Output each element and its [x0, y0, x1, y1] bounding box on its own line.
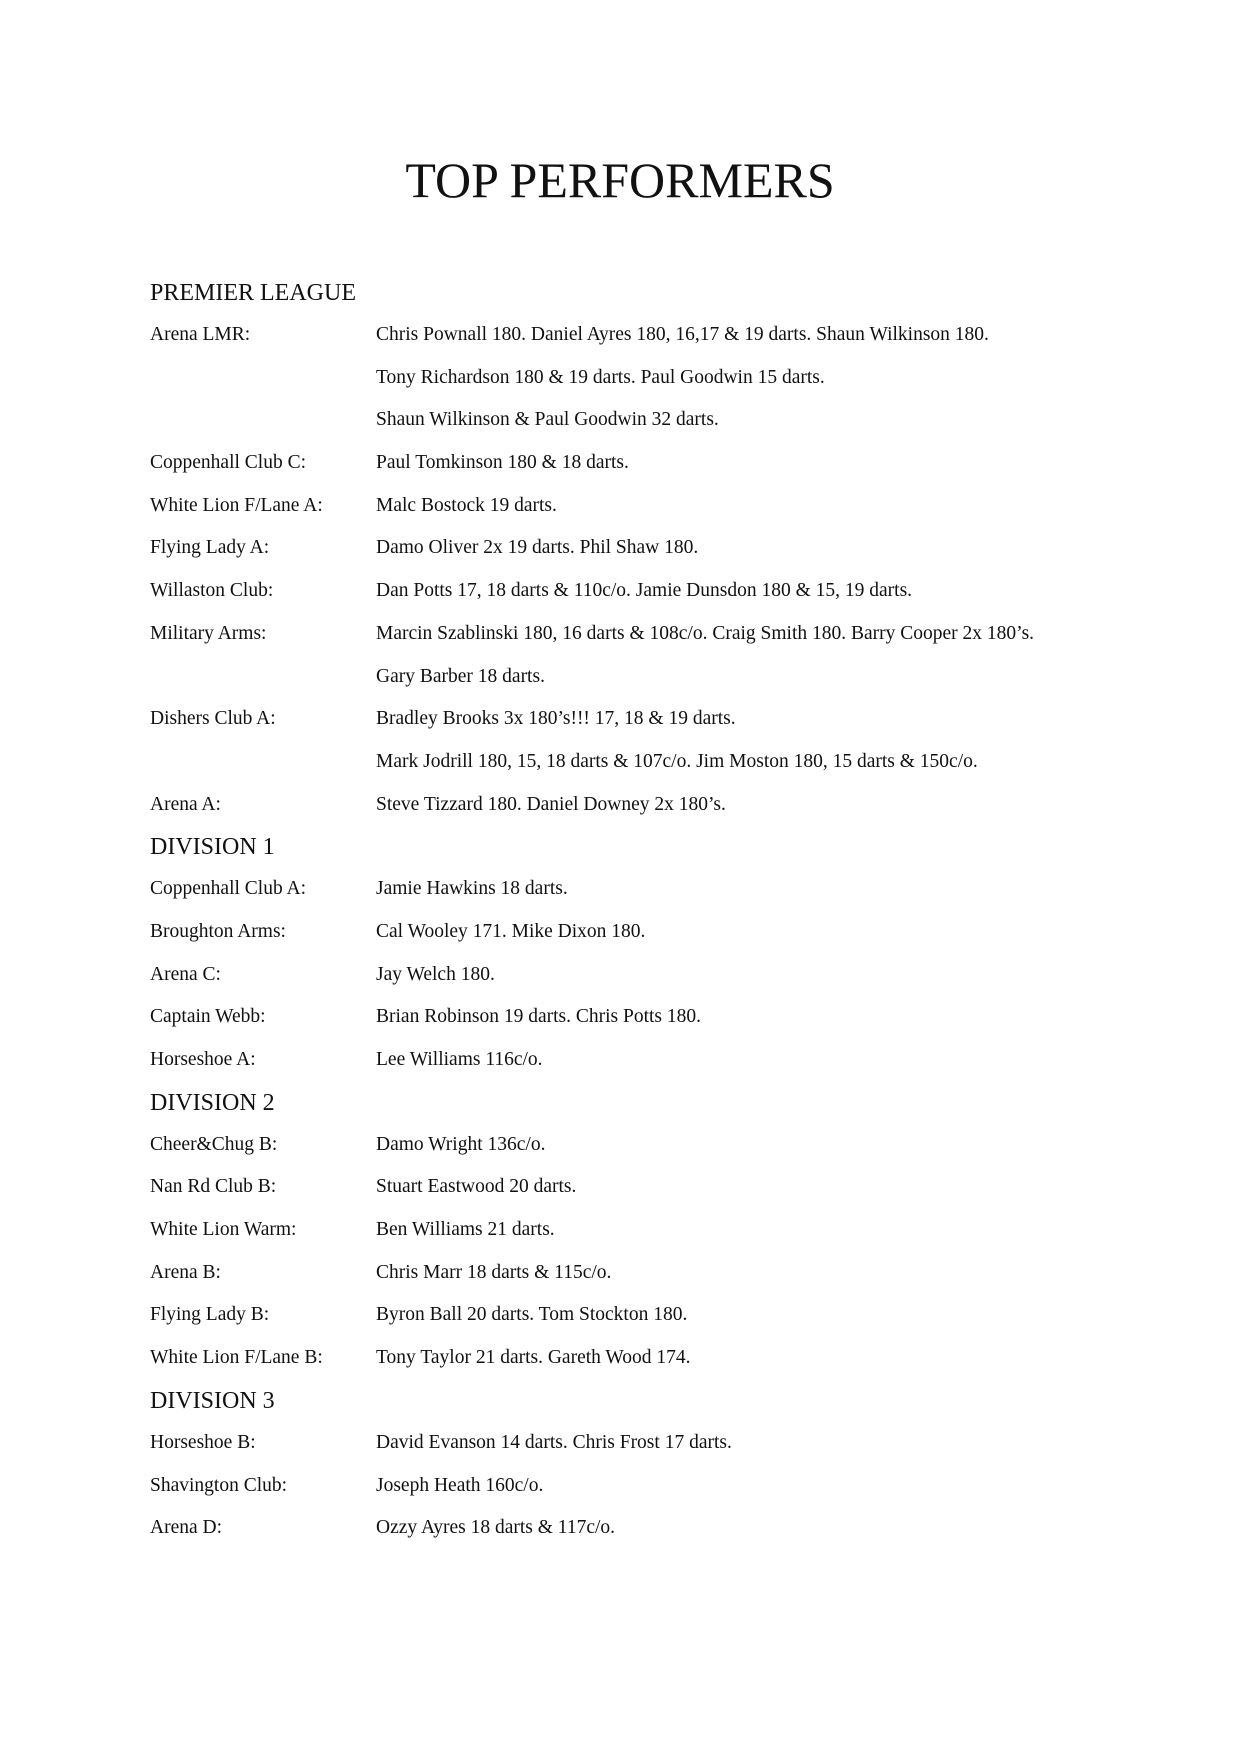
- performance-text: Chris Marr 18 darts & 115c/o.: [376, 1261, 612, 1283]
- team-name: Horseshoe B:: [150, 1431, 256, 1453]
- performer-row: [150, 613, 1130, 656]
- team-name: White Lion F/Lane A:: [150, 494, 323, 516]
- team-name: [150, 357, 376, 400]
- performance-text: Shaun Wilkinson & Paul Goodwin 32 darts.: [376, 409, 719, 431]
- results-content: [150, 272, 1130, 1550]
- team-name: [150, 741, 376, 784]
- performer-row: [150, 741, 1130, 784]
- team-name: Arena D:: [150, 1517, 223, 1539]
- performance-text: Tony Richardson 180 & 19 darts. Paul Goodwin 15 darts.: [376, 366, 825, 388]
- performance-text: Joseph Heath 160c/o.: [376, 1474, 544, 1496]
- performer-row: [150, 1465, 1130, 1508]
- performance-text: Jamie Hawkins 18 darts.: [376, 878, 568, 900]
- performance-text: Brian Robinson 19 darts. Chris Potts 180.: [376, 1006, 702, 1028]
- team-name: Flying Lady B:: [150, 1304, 270, 1326]
- team-name: Cheer&Chug B:: [150, 1133, 278, 1155]
- performer-row: [150, 1294, 1130, 1337]
- performer-row: [150, 954, 1130, 997]
- performer-row: [150, 1252, 1130, 1295]
- performer-row: [150, 399, 1130, 442]
- performance-text: Cal Wooley 171. Mike Dixon 180.: [376, 920, 646, 942]
- performance-text: David Evanson 14 darts. Chris Frost 17 darts.: [376, 1431, 732, 1453]
- performance-text: Paul Tomkinson 180 & 18 darts.: [376, 452, 629, 474]
- page-title: TOP PERFORMERS: [405, 152, 835, 208]
- performance-text: Ozzy Ayres 18 darts & 117c/o.: [376, 1517, 616, 1539]
- performance-text: Mark Jodrill 180, 15, 18 darts & 107c/o. Jim Moston 180, 15 darts & 150c/o.: [376, 750, 978, 772]
- team-name: White Lion Warm:: [150, 1219, 297, 1241]
- team-name: [150, 399, 376, 442]
- section-heading: DIVISION 2: [150, 1089, 275, 1116]
- team-name: Captain Webb:: [150, 1006, 266, 1028]
- performance-text: Dan Potts 17, 18 darts & 110c/o. Jamie Dunsdon 180 & 15, 19 darts.: [376, 580, 913, 602]
- performance-text: Gary Barber 18 darts.: [376, 665, 545, 687]
- performance-text: Malc Bostock 19 darts.: [376, 494, 557, 516]
- performance-text: Tony Taylor 21 darts. Gareth Wood 174.: [376, 1347, 691, 1369]
- team-name: Broughton Arms:: [150, 920, 286, 942]
- performance-text: Stuart Eastwood 20 darts.: [376, 1176, 577, 1198]
- performance-text: Byron Ball 20 darts. Tom Stockton 180.: [376, 1304, 688, 1326]
- team-name: [150, 656, 376, 699]
- team-name: Coppenhall Club C:: [150, 452, 306, 474]
- performer-row: [150, 357, 1130, 400]
- team-name: Arena LMR:: [150, 324, 251, 345]
- performer-row: [150, 527, 1130, 570]
- team-name: Arena B:: [150, 1261, 221, 1283]
- team-name: White Lion F/Lane B:: [150, 1347, 323, 1369]
- team-name: Dishers Club A:: [150, 708, 276, 730]
- section-heading: DIVISION 3: [150, 1387, 275, 1414]
- performer-row: [150, 1507, 1130, 1550]
- performer-row: [150, 1422, 1130, 1465]
- performance-text: Marcin Szablinski 180, 16 darts & 108c/o. Craig Smith 180. Barry Cooper 2x 180’s.: [376, 622, 1035, 644]
- performance-text: Ben Williams 21 darts.: [376, 1219, 555, 1241]
- team-name: Military Arms:: [150, 622, 267, 644]
- performer-row: [150, 442, 1130, 485]
- section-heading: PREMIER LEAGUE: [150, 280, 356, 306]
- performance-text: Damo Oliver 2x 19 darts. Phil Shaw 180.: [376, 537, 699, 559]
- team-name: Coppenhall Club A:: [150, 878, 306, 900]
- team-name: Nan Rd Club B:: [150, 1176, 277, 1198]
- performer-row: [150, 868, 1130, 911]
- performer-row: [150, 485, 1130, 528]
- performer-row: [150, 698, 1130, 741]
- section-heading: DIVISION 1: [150, 834, 275, 861]
- team-name: Flying Lady A:: [150, 537, 270, 559]
- team-name: Shavington Club:: [150, 1474, 288, 1496]
- performer-row: [150, 656, 1130, 699]
- performance-text: Chris Pownall 180. Daniel Ayres 180, 16,17 & 19 darts. Shaun Wilkinson 180.: [376, 324, 989, 345]
- performer-row: [150, 784, 1130, 827]
- performer-row: [150, 996, 1130, 1039]
- performer-row: [150, 314, 1130, 357]
- performer-row: [150, 1166, 1130, 1209]
- team-name: Horseshoe A:: [150, 1049, 256, 1070]
- performer-row: [150, 570, 1130, 613]
- performance-text: Jay Welch 180.: [376, 963, 495, 985]
- team-name: Willaston Club:: [150, 580, 274, 602]
- performance-text: Damo Wright 136c/o.: [376, 1133, 546, 1155]
- performer-row: [150, 1209, 1130, 1252]
- performance-text: Bradley Brooks 3x 180’s!!! 17, 18 & 19 darts.: [376, 708, 736, 730]
- performer-row: [150, 1337, 1130, 1380]
- performer-row: [150, 1124, 1130, 1167]
- performance-text: Lee Williams 116c/o.: [376, 1049, 543, 1070]
- performance-text: Steve Tizzard 180. Daniel Downey 2x 180’s.: [376, 793, 726, 815]
- performer-row: [150, 911, 1130, 954]
- team-name: Arena C:: [150, 963, 221, 985]
- performer-row: [150, 1039, 1130, 1082]
- team-name: Arena A:: [150, 793, 221, 815]
